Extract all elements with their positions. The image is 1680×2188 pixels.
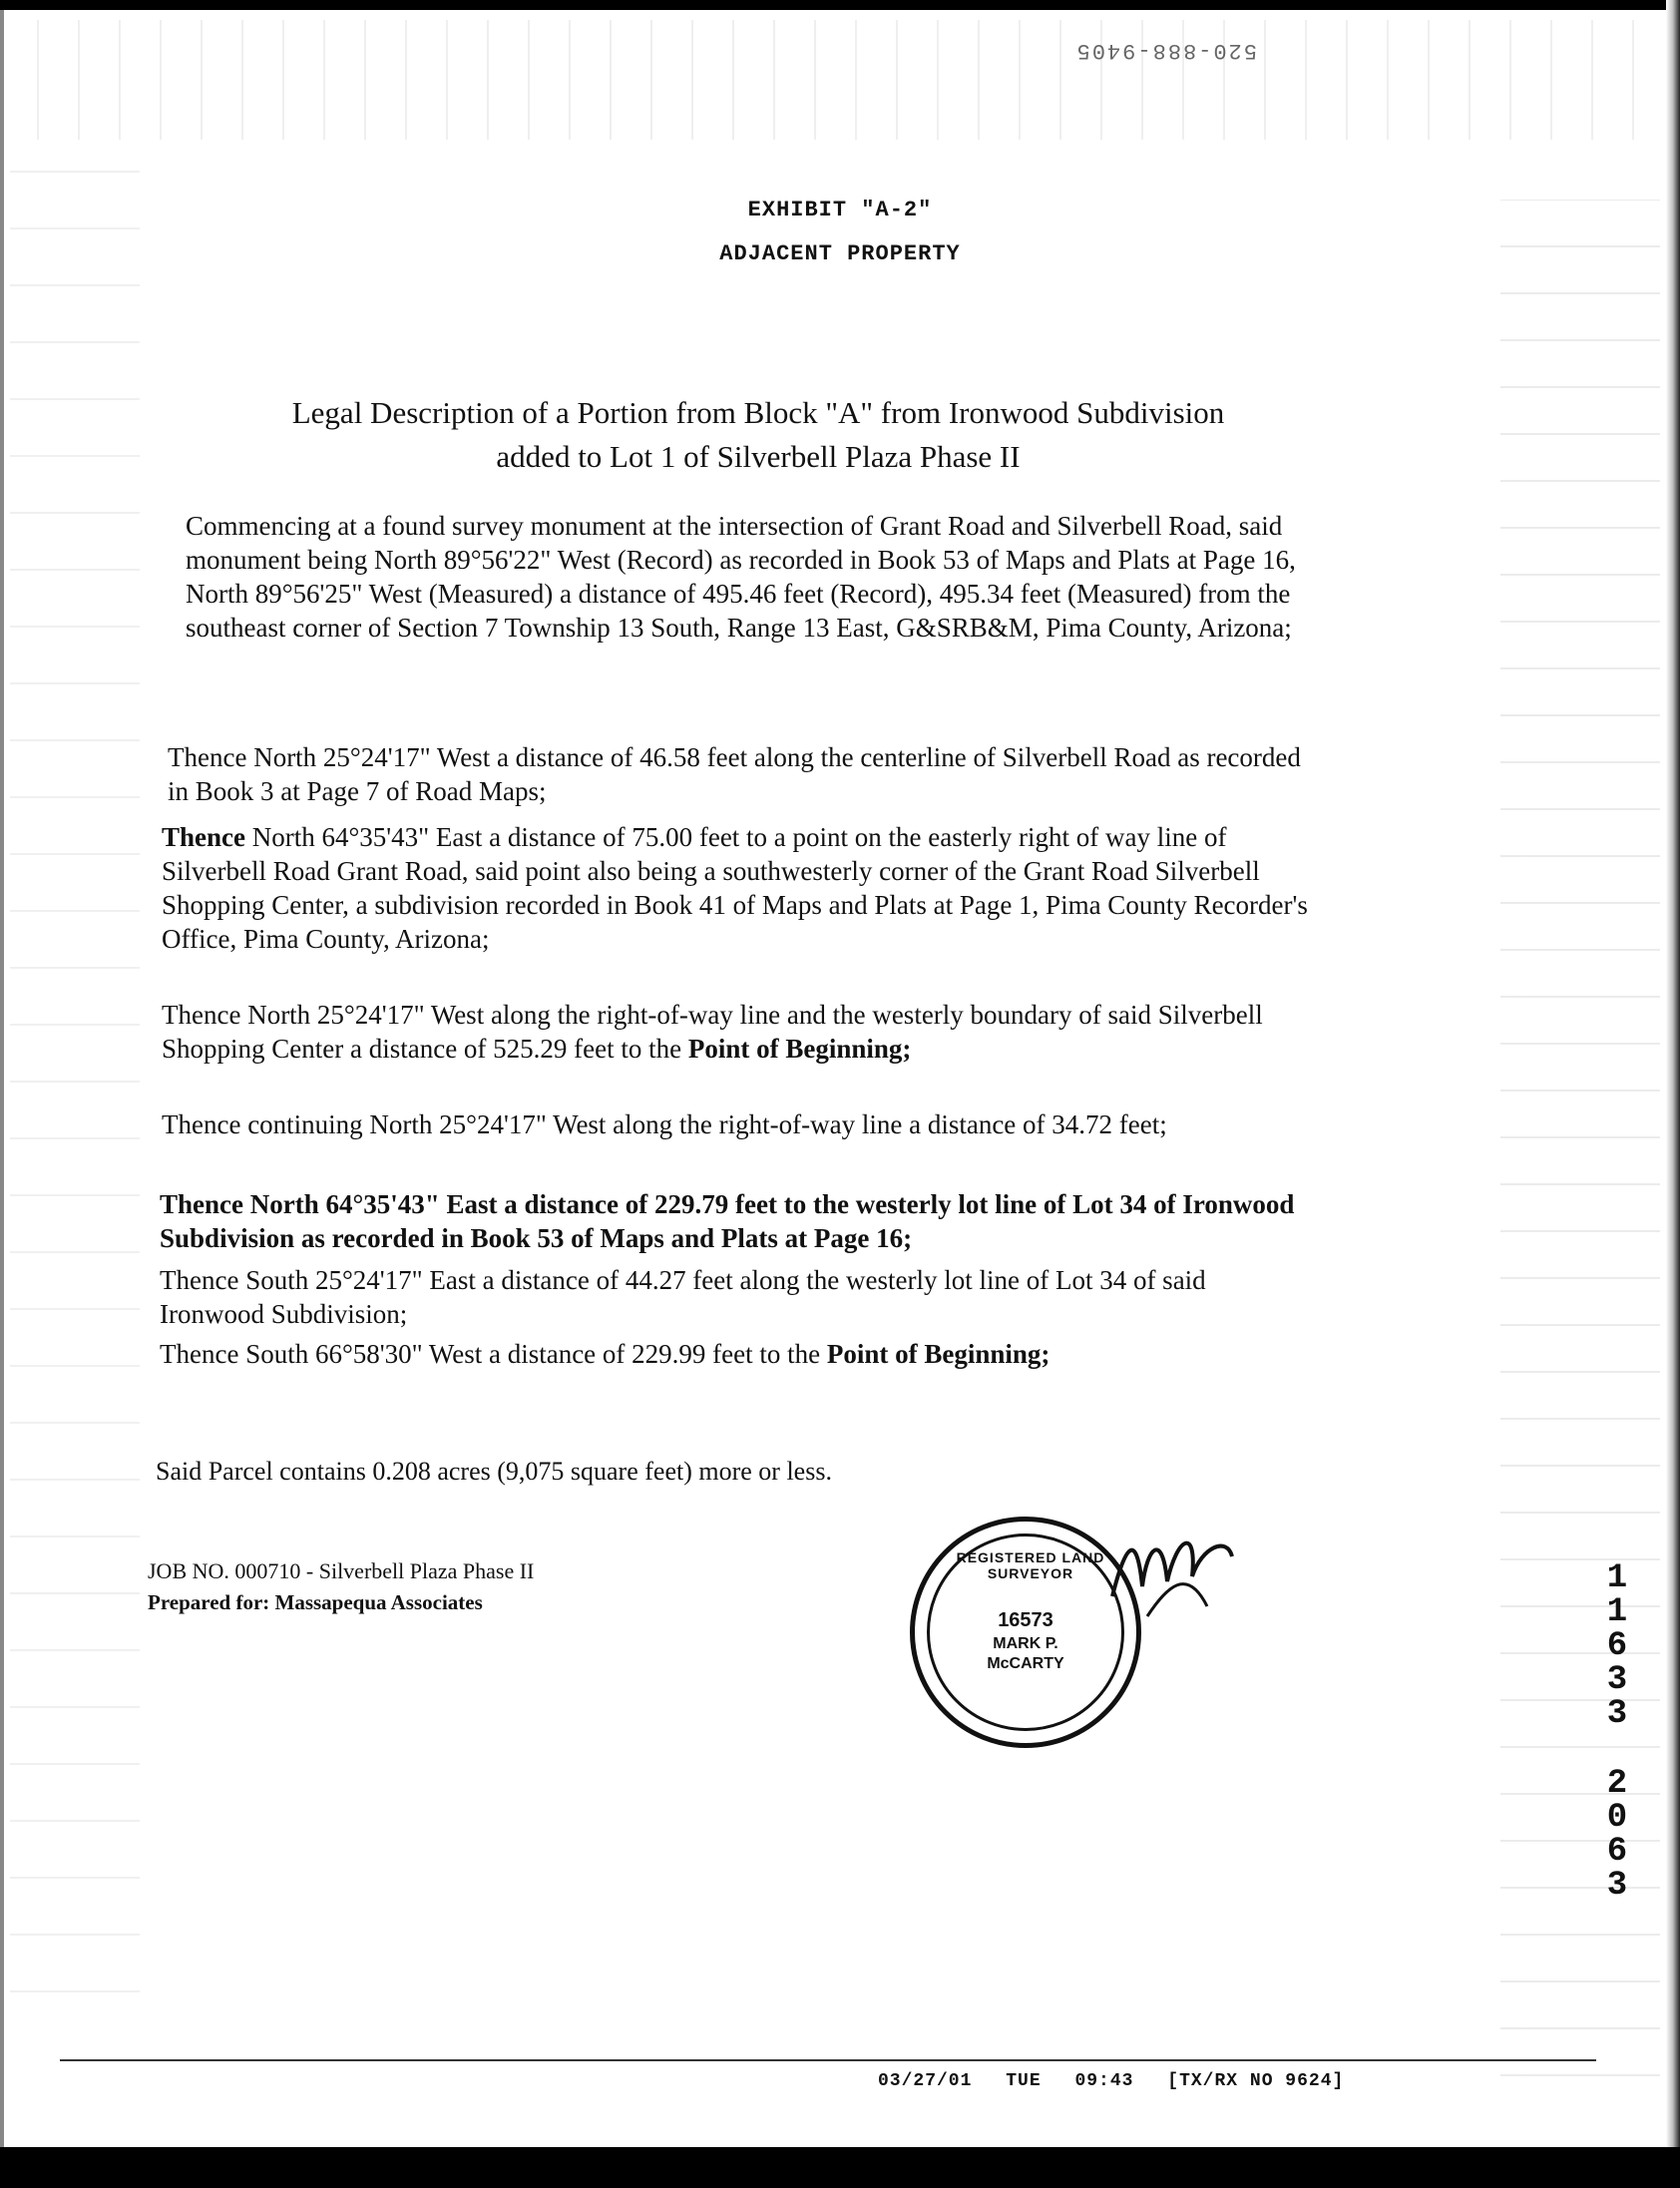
fax-time: 09:43	[1074, 2071, 1134, 2091]
course-3-text: Thence North 25°24'17" West along the right-of-way line and the westerly boundary of said Silverbell Shopping Center a distance of 525.29 feet to the	[162, 1000, 1263, 1064]
course-paragraph-6: Thence South 25°24'17" East a distance of 44.27 feet along the westerly lot line of Lot 34 of said Ironwood Subdivision;	[160, 1265, 1206, 1329]
legal-heading-line-2: added to Lot 1 of Silverbell Plaza Phase II	[496, 439, 1021, 474]
course-7-point-of-beginning: Point of Beginning;	[826, 1339, 1050, 1369]
course-paragraph-7	[160, 1337, 1307, 1371]
scan-bottom-border	[0, 2147, 1680, 2188]
parcel-area-statement: Said Parcel contains 0.208 acres (9,075 square feet) more or less.	[156, 1457, 832, 1486]
footer-divider	[60, 2059, 1596, 2061]
legal-description-heading	[190, 391, 1327, 479]
surveyor-signature	[1107, 1527, 1237, 1626]
seal-ring-text: REGISTERED LAND SURVEYOR	[956, 1549, 1105, 1581]
commencing-paragraph: Commencing at a found survey monument at the intersection of Grant Road and Silverbell Road, said monument being North 89°56'22" West (Record) as recorded in Book 53 of Maps and Plats at Page 16, North 89°56'25" West (Measured) a distance of 495.46 feet (Record), 495.34 feet (Measured) from the southeast corner of Section 7 Township 13 South, Range 13 East, G&SRB&M, Pima County, Arizona;	[186, 511, 1296, 643]
job-number: JOB NO. 000710 - Silverbell Plaza Phase II	[148, 1558, 535, 1583]
scan-noise-left	[10, 120, 140, 2015]
legal-heading-line-1: Legal Description of a Portion from Block "A" from Ironwood Subdivision	[291, 395, 1225, 430]
course-paragraph-3	[162, 998, 1309, 1066]
scan-right-edge	[1666, 0, 1680, 2188]
fax-header-number: 520-888-9405	[1074, 38, 1257, 63]
course-paragraph-2	[162, 820, 1309, 956]
prepared-for: Prepared for: Massapequa Associates	[148, 1590, 483, 1614]
course-paragraph-1: Thence North 25°24'17" West a distance of 46.58 feet along the centerline of Silverbell Road as recorded in Book 3 at Page 7 of Road Maps;	[168, 742, 1301, 806]
exhibit-subtitle: ADJACENT PROPERTY	[719, 241, 961, 266]
scan-top-border	[0, 0, 1680, 10]
scan-noise-top	[20, 20, 1656, 140]
side-number-bottom: 2 0 6 3	[1606, 1765, 1628, 1905]
course-3-point-of-beginning: Point of Beginning;	[687, 1034, 912, 1064]
scan-noise-right	[1500, 200, 1660, 2095]
seal-license-number: 16573	[998, 1609, 1053, 1631]
course-7-text: Thence South 66°58'30" West a distance of 229.99 feet to the	[160, 1339, 827, 1369]
course-paragraph-5: Thence North 64°35'43" East a distance of 229.79 feet to the westerly lot line of Lot 34 of Ironwood Subdivision as recorded in Book 53 of Maps and Plats at Page 16;	[160, 1189, 1295, 1253]
scan-left-edge	[0, 0, 4, 2188]
course-2-text: North 64°35'43" East a distance of 75.00 feet to a point on the easterly right of way line of Silverbell Road Grant Road, said point also being a southwesterly corner of the Grant Road Silverbell Shopping Center, a subdivision recorded in Book 41 of Maps and Plats at Page 1, Pima County Recorder's Office, Pima County, Arizona;	[162, 822, 1308, 954]
fax-day: TUE	[1006, 2071, 1042, 2091]
seal-name-line-1: MARK P.	[993, 1635, 1058, 1652]
fax-txrx-number: [TX/RX NO 9624]	[1167, 2071, 1345, 2091]
course-paragraph-4: Thence continuing North 25°24'17" West along the right-of-way line a distance of 34.72 feet;	[162, 1109, 1167, 1139]
course-2-thence: Thence	[162, 822, 245, 852]
side-number-top: 1 1 6 3 3	[1606, 1559, 1628, 1733]
fax-transmission-footer	[878, 2071, 1366, 2091]
exhibit-title: EXHIBIT "A-2"	[747, 198, 933, 222]
fax-date: 03/27/01	[878, 2071, 973, 2091]
seal-name-line-2: McCARTY	[987, 1655, 1064, 1672]
document-side-number	[1600, 1561, 1634, 1903]
